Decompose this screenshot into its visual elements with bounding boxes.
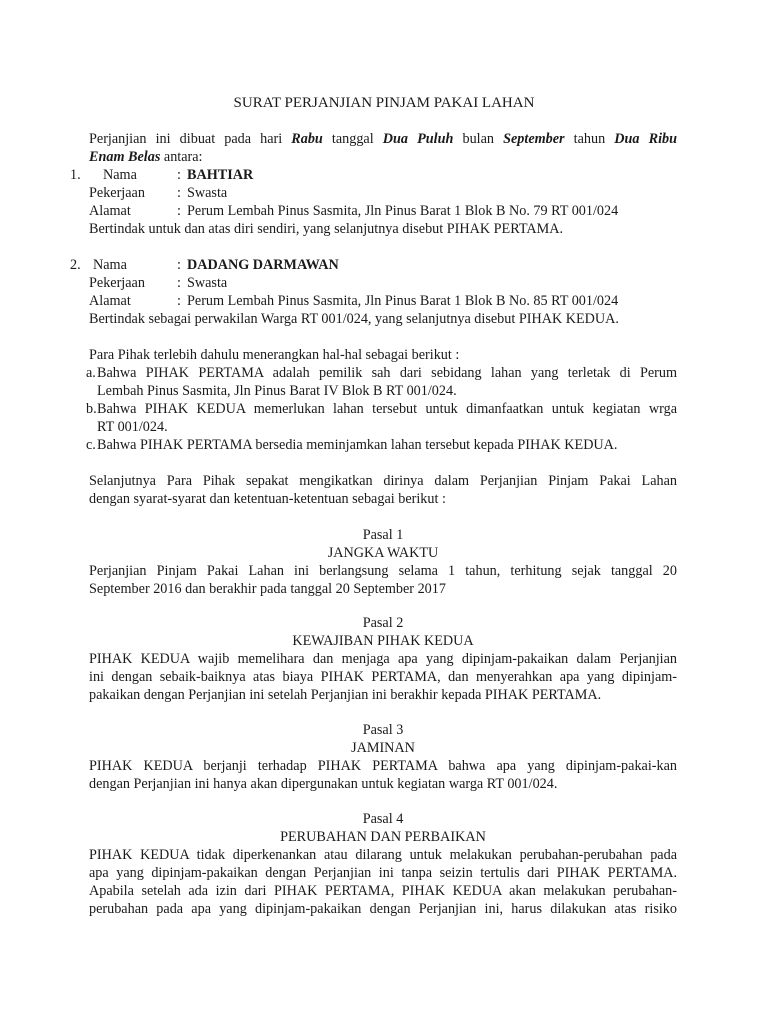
pasal-1-number: Pasal 1 xyxy=(362,527,404,543)
party-2-job-label: Pekerjaan xyxy=(89,275,145,291)
pasal-4-number: Pasal 4 xyxy=(362,811,404,827)
intro-line-1: Perjanjian ini dibuat pada hari Rabu tanggal Dua Puluh bulan September tahun Dua Ribu xyxy=(89,131,677,147)
point-b: b. Bahwa PIHAK KEDUA memerlukan lahan tersebut untuk dimanfaatkan untuk kegiatan wrga RT 001/024. xyxy=(86,401,677,435)
pasal-3-number: Pasal 3 xyxy=(362,722,404,738)
pasal-2-heading: KEWAJIBAN PIHAK KEDUA xyxy=(292,633,474,649)
preamble-section xyxy=(86,346,677,454)
party-2-address-label: Alamat xyxy=(89,293,131,309)
pasal-2-number: Pasal 2 xyxy=(362,615,404,631)
party-1-job-label: Pekerjaan xyxy=(89,185,145,201)
intro-paragraph xyxy=(89,130,677,166)
intro-line-2: Enam Belas antara: xyxy=(89,149,203,165)
agreement-paragraph: Selanjutnya Para Pihak sepakat mengikatkan dirinya dalam Perjanjian Pinjam Pakai Lahan dengan syarat-syarat dan ketentuan-ketentuan sebagai berikut : xyxy=(89,473,677,507)
party-2-address: Perum Lembah Pinus Sasmita, Jln Pinus Barat 1 Blok B No. 85 RT 001/024 xyxy=(187,293,619,309)
party-1-number: 1. xyxy=(70,167,81,183)
party-2-number: 2. xyxy=(70,257,81,273)
party-2-name-label: Nama xyxy=(93,257,127,273)
pasal-4: Pasal 4 PERUBAHAN DAN PERBAIKAN PIHAK KEDUA tidak diperkenankan atau dilarang untuk melakukan perubahan-perubahan pada apa yang dipinjam-pakaikan dengan Perjanjian ini tanpa seizin tertulis dari PIHAK PERTAMA. Apabila setelah ada izin dari PIHAK PERTAMA, PIHAK KEDUA akan melakukan perubahan- perubahan pada apa yang dipinjam-pakaikan dengan Perjanjian ini, harus dilakukan atas risiko xyxy=(89,811,677,917)
preamble-text: Para Pihak terlebih dahulu menerangkan hal-hal sebagai berikut : xyxy=(89,347,460,363)
date-value: Dua Puluh xyxy=(382,131,454,147)
party-2: 2. Nama : DADANG DARMAWAN Pekerjaan : Swasta Alamat : Perum Lembah Pinus Sasmita, Jln Pinus Barat 1 Blok B No. 85 RT 001/024 Bertindak sebagai perwakilan Warga RT 001/024, yang selanjutnya disebut PIHAK KEDUA. xyxy=(89,256,677,328)
document-title: SURAT PERJANJIAN PINJAM PAKAI LAHAN xyxy=(233,95,535,111)
party-1-address: Perum Lembah Pinus Sasmita, Jln Pinus Barat 1 Blok B No. 79 RT 001/024 xyxy=(187,203,619,219)
party-2-role: Bertindak sebagai perwakilan Warga RT 001/024, yang selanjutnya disebut PIHAK KEDUA. xyxy=(89,311,619,327)
party-1-name-label: Nama xyxy=(103,167,137,183)
party-1-name: BAHTIAR xyxy=(187,167,254,183)
point-a: a. Bahwa PIHAK PERTAMA adalah pemilik sah dari sebidang lahan yang terletak di Perum Lembah Pinus Sasmita, Jln Pinus Barat IV Blok B RT 001/024. xyxy=(86,365,677,399)
party-1-job: Swasta xyxy=(187,185,228,201)
pasal-2: Pasal 2 KEWAJIBAN PIHAK KEDUA PIHAK KEDUA wajib memelihara dan menjaga apa yang dipinjam-pakaikan dalam Perjanjian ini dengan sebaik-baiknya atas biaya PIHAK PERTAMA, dan menyerahkan apa yang dipinjam- pakaikan dengan Perjanjian ini setelah Perjanjian ini berakhir kepada PIHAK PERTAMA. xyxy=(89,615,677,703)
party-2-job: Swasta xyxy=(187,275,228,291)
party-1-address-label: Alamat xyxy=(89,203,131,219)
pasal-3: Pasal 3 JAMINAN PIHAK KEDUA berjanji terhadap PIHAK PERTAMA bahwa apa yang dipinjam-pakai-kan dengan Perjanjian ini hanya akan dipergunakan untuk kegiatan warga RT 001/024. xyxy=(89,722,677,792)
year-value-part2: Enam Belas xyxy=(89,149,161,165)
party-2-name: DADANG DARMAWAN xyxy=(187,257,339,273)
pasal-4-heading: PERUBAHAN DAN PERBAIKAN xyxy=(280,829,486,845)
pasal-1-heading: JANGKA WAKTU xyxy=(327,545,439,561)
party-1-role: Bertindak untuk dan atas diri sendiri, yang selanjutnya disebut PIHAK PERTAMA. xyxy=(89,221,564,237)
day-value: Rabu xyxy=(291,131,323,147)
point-c: c. Bahwa PIHAK PERTAMA bersedia meminjamkan lahan tersebut kepada PIHAK KEDUA. xyxy=(86,437,618,453)
year-value-part1: Dua Ribu xyxy=(614,131,677,147)
pasal-1: Pasal 1 JANGKA WAKTU Perjanjian Pinjam Pakai Lahan ini berlangsung selama 1 tahun, terhitung sejak tanggal 20 September 2016 dan berakhir pada tanggal 20 September 2017 xyxy=(89,527,677,597)
party-1: 1. Nama : BAHTIAR Pekerjaan : Swasta Alamat : Perum Lembah Pinus Sasmita, Jln Pinus Barat 1 Blok B No. 79 RT 001/024 Bertindak untuk dan atas diri sendiri, yang selanjutnya disebut PIHAK PERTAMA. xyxy=(89,166,677,238)
month-value: September xyxy=(503,131,565,147)
pasal-3-heading: JAMINAN xyxy=(351,740,415,756)
